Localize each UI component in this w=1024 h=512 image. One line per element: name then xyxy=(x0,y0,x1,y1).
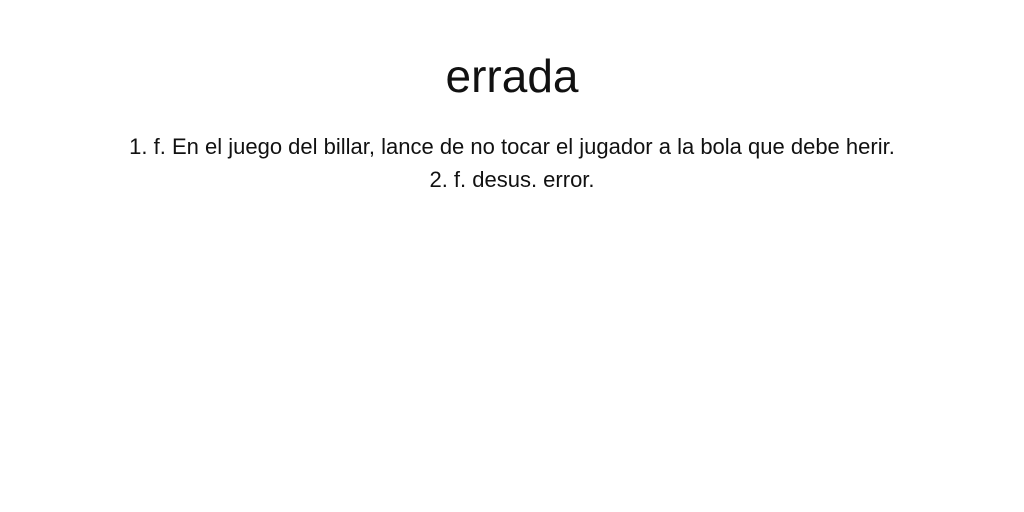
definition-item: 2. f. desus. error. xyxy=(429,167,595,192)
entry-word: errada xyxy=(445,50,579,102)
definitions-list xyxy=(96,128,928,198)
definition-item: 1. f. En el juego del billar, lance de no tocar el jugador a la bola que debe herir. xyxy=(129,134,895,159)
